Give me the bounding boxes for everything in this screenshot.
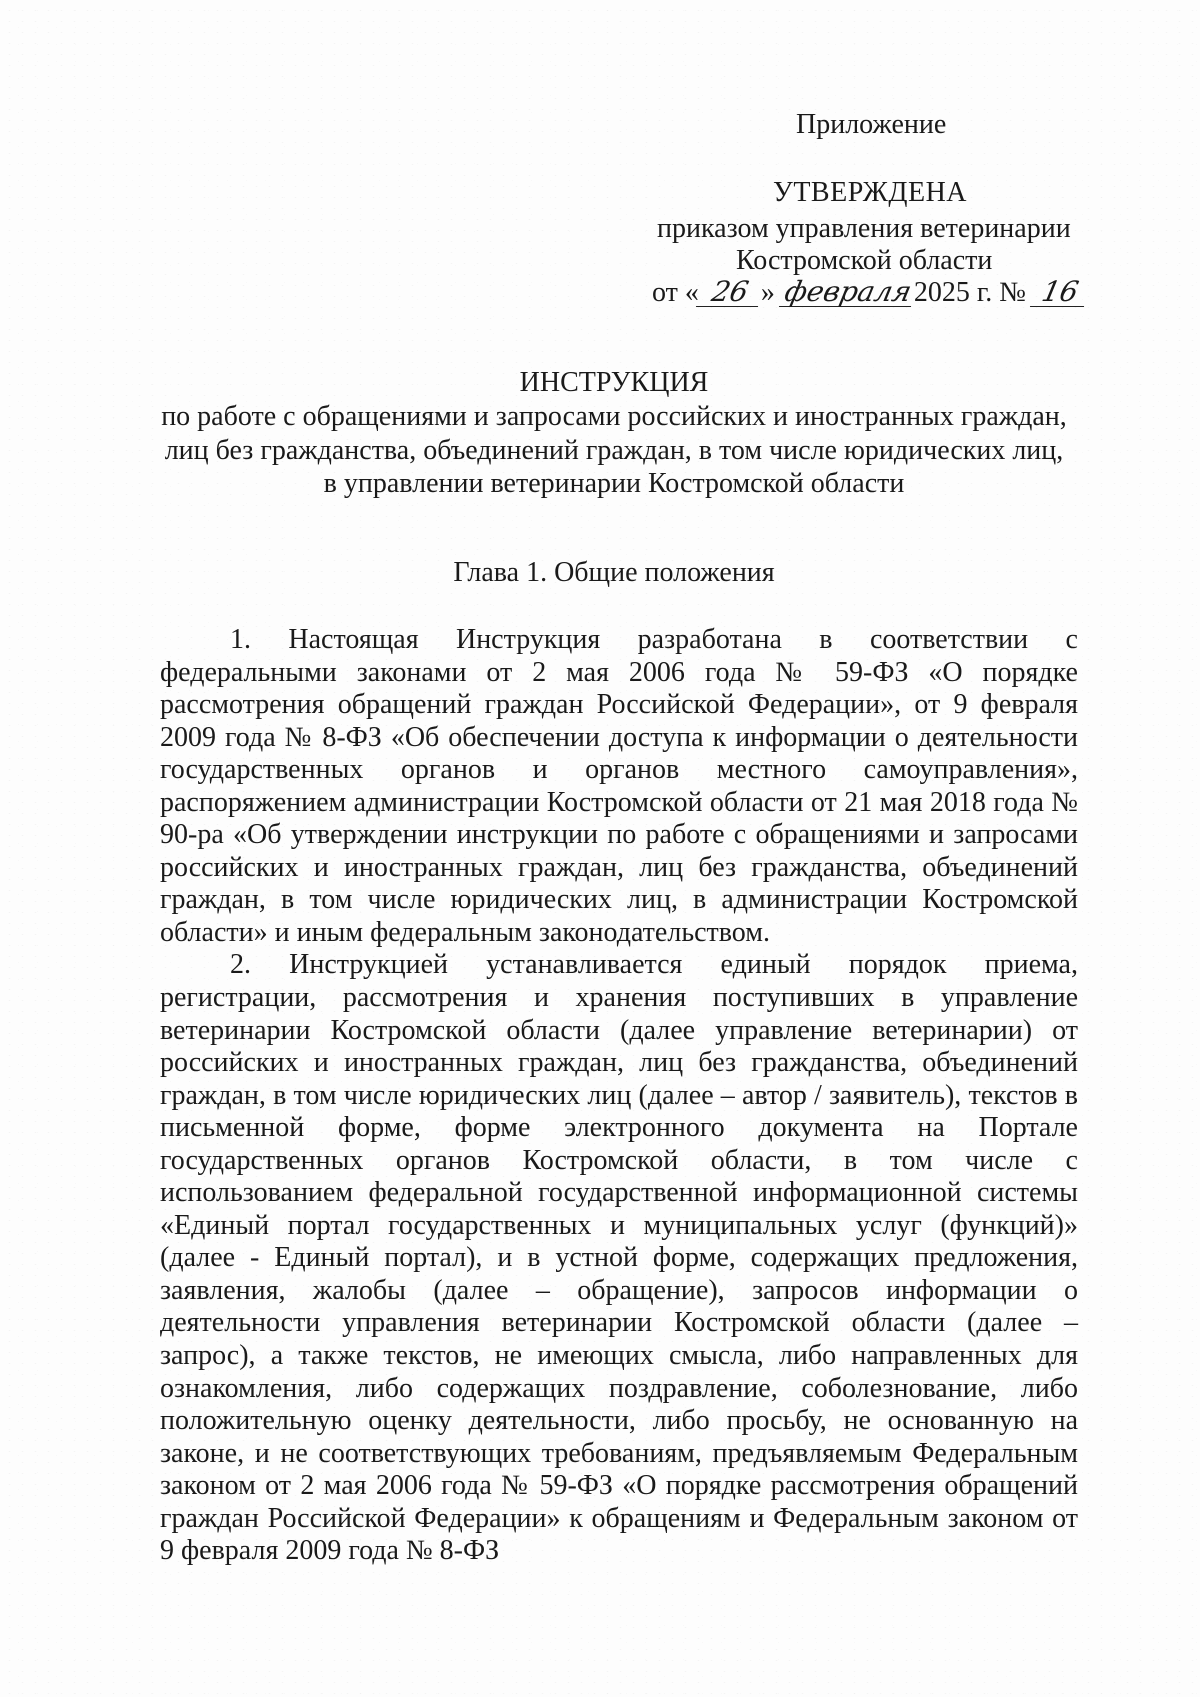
paragraph-1: 1. Настоящая Инструкция разработана в соответствии с федеральными законами от 2 мая 2006 года № 59-ФЗ «О порядке рассмотрения обращений граждан Российской Федерации», от 9 февраля 2009 года № 8-ФЗ «Об обеспечении доступа к информации о деятельности государственных органов и органов местного самоуправления», распоряжением администрации Костромской области от 21 мая 2018 года № 90-ра «Об утверждении инструкции по работе с обращениями и запросами российских и иностранных граждан, лиц без гражданства, объединений граждан, в том числе юридических лиц, в администрации Костромской области» и иным федеральным законодательством. bbox=[160, 624, 1078, 948]
handwritten-day: 26 bbox=[696, 278, 764, 307]
appendix-label: Приложение bbox=[796, 109, 947, 140]
date-prefix: от « bbox=[652, 277, 699, 308]
order-line-2: Костромской области bbox=[736, 245, 993, 276]
handwritten-order-number: 16 bbox=[1030, 278, 1090, 307]
document-title: ИНСТРУКЦИЯ bbox=[519, 367, 709, 398]
title-line-1: по работе с обращениями и запросами российских и иностранных граждан, bbox=[161, 401, 1067, 432]
order-line-1: приказом управления ветеринарии bbox=[657, 213, 1071, 244]
document-body bbox=[160, 624, 1078, 1568]
order-date-line bbox=[652, 276, 1087, 310]
date-year: 2025 г. № bbox=[913, 277, 1026, 308]
date-mid: » bbox=[760, 277, 775, 308]
chapter-heading: Глава 1. Общие положения bbox=[453, 557, 775, 588]
title-line-2: лиц без гражданства, объединений граждан, в том числе юридических лиц, bbox=[164, 435, 1064, 466]
paragraph-2: 2. Инструкцией устанавливается единый порядок приема, регистрации, рассмотрения и хранения поступивших в управление ветеринарии Костромской области (далее управление ветеринарии) от российских и иностранных граждан, лиц без гражданства, объединений граждан, в том числе юридических лиц (далее – автор / заявитель), текстов в письменной форме, форме электронного документа на Портале государственных органов Костромской области, в том числе с использованием федеральной государственной информационной системы «Единый портал государственных и муниципальных услуг (функций)» (далее - Единый портал), и в устной форме, содержащих предложения, заявления, жалобы (далее – обращение), запросов информации о деятельности управления ветеринарии Костромской области (далее – запрос), а также текстов, не имеющих смысла, либо направленных для ознакомления, либо содержащих поздравление, соболезнование, либо положительную оценку деятельности, либо просьбу, не основанную на законе, и не соответствующих требованиям, предъявляемым Федеральным законом от 2 мая 2006 года № 59-ФЗ «О порядке рассмотрения обращений граждан Российской Федерации» к обращениям и Федеральным законом от 9 февраля 2009 года № 8-ФЗ bbox=[160, 949, 1078, 1567]
title-line-3: в управлении ветеринарии Костромской области bbox=[323, 468, 905, 499]
approved-label: УТВЕРЖДЕНА bbox=[773, 177, 968, 208]
handwritten-month: февраля bbox=[779, 278, 917, 307]
